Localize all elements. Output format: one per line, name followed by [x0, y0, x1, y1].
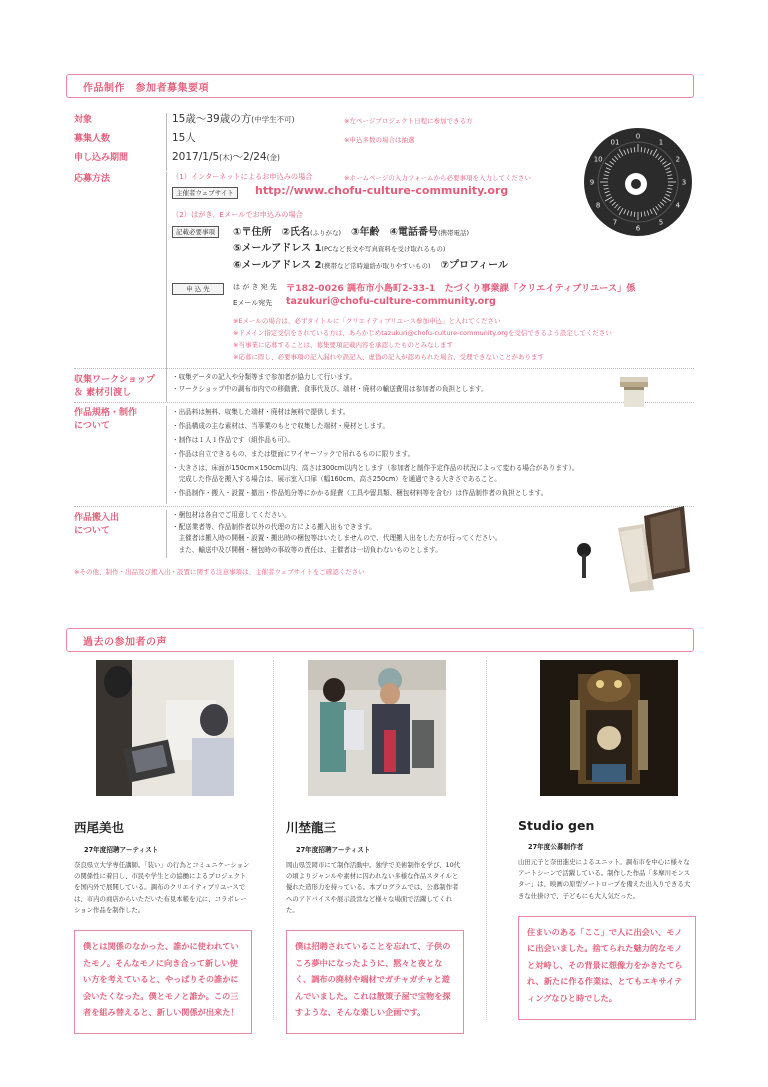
destination-tag: 申 込 先 [172, 283, 224, 295]
field-separator [166, 406, 167, 504]
dial-number: 9 [589, 178, 595, 187]
field-separator [166, 372, 167, 402]
column-divider [486, 660, 487, 1020]
voices-section-header [66, 628, 694, 652]
spec-label: 作品規格・制作 について [74, 408, 138, 431]
field-separator [166, 172, 167, 372]
footer-note: ※その他、制作・出品及び搬入出・設置に関する注意事項は、主催者ウェブサイトをご確認ください [74, 568, 365, 576]
required-items-row2: ⑤メールアドレス 1(PCなど長文や写真資料を受け取れるもの) [233, 243, 446, 254]
workshop-list: ・収集データの記入や分類等まで参加者が協力して行います。 ・ワークショップ中の調布市内での移動費、食事代及び、端材・廃材の輸送費用は参加者の負担とします。 [172, 373, 488, 393]
period-label: 申し込み期間 [74, 153, 129, 163]
dial-number: 01 [610, 138, 620, 147]
artist-bio: 山田元子と奈田進史によるユニット。調布市を中心に様々なアートシーンで活躍している。制作した作品「多摩川モンスター」は、映画の原型ゾートロープを備えた出入りできる大きな仕掛けで、子どもにも大人気だった。 [518, 858, 691, 900]
target-value: 15歳～39歳の方(中学生不可) [172, 113, 295, 125]
voice-card [74, 660, 252, 1034]
divider [74, 402, 694, 403]
mail-note-2: ※ドメイン指定受信をされている方は、あらかじめtazukuri@chofu-culture-community.orgを受信できるよう設定してください [233, 329, 612, 337]
artist-photo [308, 660, 446, 796]
column-divider [273, 660, 274, 1020]
scrap-objects-image [572, 506, 694, 592]
voice-card [286, 660, 464, 1034]
method-label: 応募方法 [74, 174, 111, 184]
postal-heading: （2）はがき、Eメールでお申込みの場合 [172, 210, 303, 219]
period-value: 2017/1/5(木)～2/24(金) [172, 151, 280, 163]
mail-address-link[interactable]: tazukuri@chofu-culture-community.org [286, 296, 496, 307]
dial-tick [668, 178, 673, 179]
post-label: は が き 宛 先 [233, 283, 277, 291]
mail-note-3: ※当事業に応募することは、募集要項記載内容を承認したものとみなします [233, 341, 453, 349]
artist-name: Studio gen [518, 818, 595, 833]
artwork-photo [540, 660, 678, 796]
workshop-label: 収集ワークショップ ＆ 素材引渡し [74, 375, 155, 398]
dial-number: 0 [635, 132, 641, 141]
dial-tick [634, 212, 635, 217]
dial-number: 5 [658, 218, 664, 227]
mail-note-1: ※Eメールの場合は、必ずタイトルに「クリエイティブリユース参加申込」と入れてください [233, 317, 501, 325]
artist-bio: 奈良県立大学専任講師。「装い」の行為とコミュニケーションの関係性に着目し、市民や学生との協働によるプロジェクトを国内外で展開している。調布のクリエイティブリユースでは、市内の商店からいただいた布見本帳を元に、コラボレーション作品を制作した。 [74, 861, 250, 914]
capacity-note: ※申込多数の場合は抽選 [344, 136, 415, 144]
artist-quote: 僕は招聘されていることを忘れて、子供のころ夢中になったように、黙々と夜となく、調布の廃材や端材でガチャガチャと遊んでいました。これは散策子屋で宝物を探すような、そんな楽しい企画です。 [286, 930, 464, 1034]
required-items-row1: ①〒住所 ②氏名(ふりがな) ③年齢 ④電話番号(携帯電話) [233, 227, 470, 238]
recruit-section-title: 作品制作 参加者募集要項 [83, 83, 209, 94]
voice-card [518, 660, 696, 1020]
wood-block-image [616, 375, 652, 409]
artist-bio: 岡山県笠岡市にて制作活動中。独学で美術制作を学び、10代の頃よりジャンルや素材に囚われない多様な作品スタイルと優れた造形力を持っている。本プログラムでは、公募制作者へのアドバイスや展示設営など様々な場面で活躍してくれた。 [286, 861, 461, 914]
delivery-label: 作品搬入出 について [74, 513, 120, 536]
delivery-list: ・梱包材は各自でご用意してください。 ・配送業者等、作品制作者以外の代理の方による搬入出もできます。 主催者は搬入時の開梱・設置・搬出時の梱包等はいたしませんので、代理搬入出をした方が行ってください。 また、輸送中及び開梱・梱包時の事故等の責任は、主催者は一切負わないものとします。 [172, 511, 502, 554]
dial-number: 2 [675, 155, 681, 164]
dial-object-image [582, 126, 694, 238]
artist-name: 川埜龍三 [286, 820, 337, 835]
internet-heading: （1）インターネットによるお申込みの場合 [172, 172, 313, 181]
site-url-link[interactable]: http://www.chofu-culture-community.org [255, 184, 509, 197]
dial-number: 4 [675, 201, 681, 210]
dial-tick [634, 147, 635, 152]
field-separator [166, 113, 167, 171]
dial-tick [668, 185, 673, 186]
capacity-label: 募集人数 [74, 134, 111, 144]
artist-role: 27年度招聘アーティスト [84, 846, 159, 854]
post-address: 〒182-0026 調布市小島町2-33-1 たづくり事業課「クリエイティブリユース」係 [286, 283, 636, 294]
artist-role: 27年度招聘アーティスト [296, 846, 371, 854]
recruit-section-header [66, 74, 694, 98]
dial-tick [641, 147, 642, 152]
required-items-row3: ⑥メールアドレス 2(携帯など常時連絡が取りやすいもの) ⑦プロフィール [233, 260, 508, 271]
dial-number: 6 [635, 224, 641, 233]
dial-number: 3 [681, 178, 687, 187]
artist-quote: 僕とは関係のなかった、誰かに使われていたモノ。そんなモノに向き合って新しい使い方を考えていると、やっぱりその誰かに会いたくなった。僕とモノと誰か。この三者を組み替えると、新しい関係が出来た！ [74, 930, 252, 1034]
dial-number: 10 [593, 155, 603, 164]
target-label: 対象 [74, 115, 93, 125]
artist-quote: 住まいのある「ここ」で人に出会い、モノに出会いました。捨てられた魅力的なモノと対峙し、その背景に想像力をかきたてられ、新たに作る作業は、とてもエキサイティングなひと時でした。 [518, 916, 696, 1020]
artist-role: 27年度公募制作者 [528, 843, 584, 851]
divider [74, 368, 694, 369]
required-tag: 記載必要事項 [172, 226, 219, 238]
dial-tick [641, 212, 642, 217]
dial-number: 8 [595, 201, 601, 210]
internet-note: ※ホームページの入力フォームから必要事項を入力してください [344, 174, 531, 182]
dial-number: 1 [658, 138, 664, 147]
mail-note-4: ※応募に際し、必要事項の記入漏れや誤記入、虚偽の記入が認められた場合、受理できないことがあります [233, 353, 544, 361]
target-note: ※左ページプロジェクト日程に参加できる方 [344, 117, 473, 125]
mail-label: Eメール宛先 [233, 299, 273, 307]
voices-section-title: 過去の参加者の声 [83, 637, 167, 648]
spec-list: ・出品料は無料、収集した端材・廃材は無料で提供します。 ・作品構成の主な素材は、当事業のもとで収集した端材・廃材とします。 ・制作は１人１作品です（組作品も可）。 ・作品は自立できるもの、または壁面にワイヤーフックで吊れるものに限ります。 ・大きさは、床面が150cm×150cm以内、高さは300cm以内とします（参加者と制作予定作品の状況によって変わる場合があります）。 完成した作品を搬入する場合は、展示室入口扉（幅160cm、高さ250cm）を通過できる大きさであること。 ・作品制作・搬入・設置・撤出・作品処分等にかかる経費（工具や留具類、梱包材料等を含む）は作品制作者の負担とします。 [172, 408, 579, 497]
field-separator [166, 510, 167, 558]
capacity-value: 15人 [172, 132, 196, 144]
dial-number: 7 [612, 218, 618, 227]
site-tag: 主催者ウェブサイト [172, 187, 238, 199]
artist-photo [96, 660, 234, 796]
dial-tick [603, 178, 608, 179]
dial-tick [603, 185, 608, 186]
artist-name: 西尾美也 [74, 820, 125, 835]
